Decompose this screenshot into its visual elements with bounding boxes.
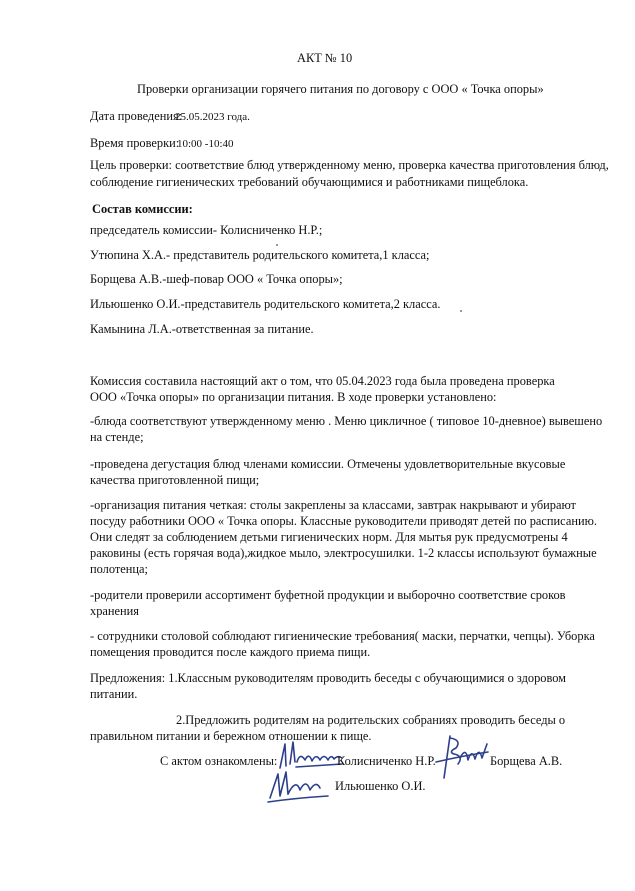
proposal-2-line1: 2.Предложить родителям на родительских собраниях проводить беседы о (176, 713, 566, 727)
doc-title: АКТ № 10 (297, 51, 353, 65)
signoff-name-borshcheva: Борщева А.В. (490, 754, 563, 768)
member-kamynina: Камынина Л.А.-ответственная за питание. (90, 322, 314, 336)
signature-kolisnichenko (276, 738, 346, 772)
signature-ilyushenko (266, 768, 332, 804)
body-p4-line5: полотенца; (90, 562, 148, 576)
goal-line-1: Цель проверки: соответствие блюд утвержденному меню, проверка качества приготовления блюд, (90, 158, 609, 172)
proposal-1-line1: Предложения: 1.Классным руководителям проводить беседы с обучающимися о здоровом (90, 671, 567, 685)
body-p5-line1: -родители проверили ассортимент буфетной продукции и выборочно соответствие сроков (90, 588, 566, 602)
body-p1-line2: ООО «Точка опоры» по организации питания. В ходе проверки установлено: (90, 390, 497, 404)
signature-borshcheva (432, 734, 492, 780)
body-p6-line1: - сотрудники столовой соблюдают гигиенические требования( маски, перчатки, чепцы). Уборка (90, 629, 595, 643)
member-ilyushenko: Ильюшенко О.И.-представитель родительского комитета,2 класса. (90, 297, 441, 311)
body-p6-line2: помещения проводится после каждого приема пищи. (90, 645, 371, 659)
body-p5-line2: хранения (90, 604, 139, 618)
goal-line-2: соблюдение гигиенических требований обучающимися и работниками пищеблока. (90, 175, 529, 189)
member-utyupina: Утюпина Х.А.- представитель родительского комитета,1 класса; (90, 248, 430, 262)
doc-subtitle: Проверки организации горячего питания по договору с ООО « Точка опоры» (137, 82, 544, 96)
body-p2-line1: -блюда соответствуют утвержденному меню . Меню цикличное ( типовое 10-дневное) вывешено (90, 414, 603, 428)
member-chair: председатель комиссии- Колисниченко Н.Р.; (90, 223, 323, 237)
time-label: Время проверки: (90, 136, 180, 150)
scan-speck (276, 244, 278, 246)
proposal-2-line2: правильном питании и бережном отношении к пище. (90, 729, 372, 743)
commission-heading: Состав комиссии: (92, 202, 193, 216)
body-p4-line2: посуду работники ООО « Точка опоры. Классные руководители приводят детей по расписанию. (90, 514, 597, 528)
body-p4-line4: раковины (есть горячая вода),жидкое мыло, электросушилки. 1-2 классы используют бумажные (90, 546, 597, 560)
member-borshcheva: Борщева А.В.-шеф-повар ООО « Точка опоры»; (90, 272, 343, 286)
date-label: Дата проведения: (90, 109, 183, 123)
time-value: 10:00 -10:40 (177, 138, 234, 150)
body-p4-line1: -организация питания четкая: столы закреплены за классами, завтрак накрывают и убирают (90, 498, 576, 512)
body-p1-line1: Комиссия составила настоящий акт о том, что 05.04.2023 года была проведена проверка (90, 374, 555, 388)
body-p2-line2: на стенде; (90, 430, 144, 444)
body-p3-line2: качества приготовленной пищи; (90, 473, 260, 487)
date-value: 25.05.2023 года. (175, 111, 250, 123)
signoff-label: С актом ознакомлены: (160, 754, 278, 768)
body-p3-line1: -проведена дегустация блюд членами комиссии. Отмечены удовлетворительные вкусовые (90, 457, 566, 471)
body-p4-line3: Они следят за соблюдением детьми гигиенических норм. Для мытья рук предусмотрены 4 (90, 530, 568, 544)
signoff-name-ilyushenko: Ильюшенко О.И. (335, 779, 426, 793)
scan-speck (460, 310, 462, 312)
proposal-1-line2: питании. (90, 687, 138, 701)
signoff-name-kolisnichenko: Колисниченко Н.Р. (337, 754, 436, 768)
